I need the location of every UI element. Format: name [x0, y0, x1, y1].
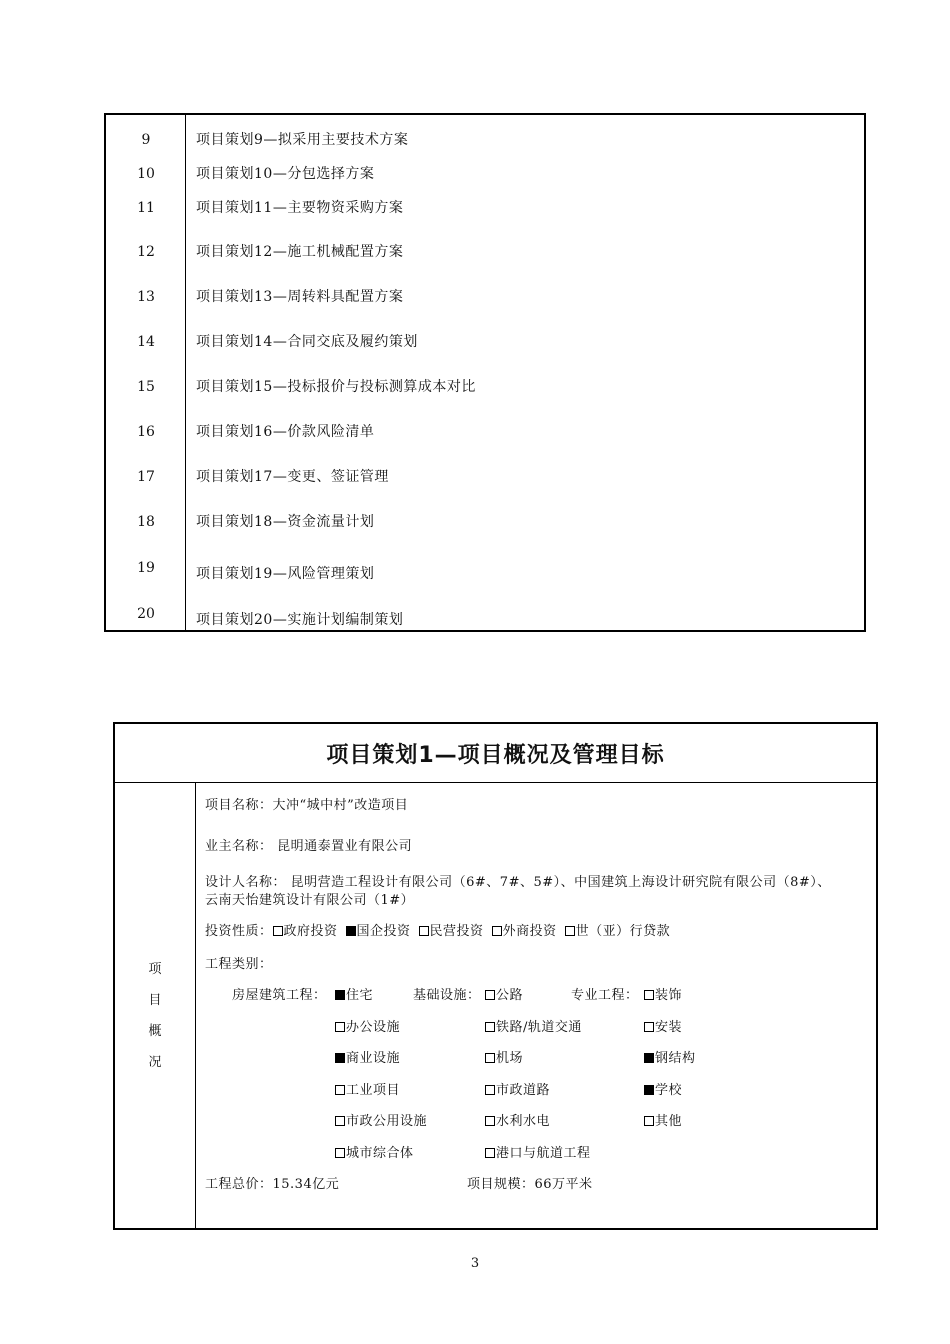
- checkbox-option[interactable]: [644, 986, 682, 1005]
- row-label: 项目策划20—实施计划编制策划: [196, 612, 404, 628]
- checkbox-label: 城市综合体: [346, 1146, 414, 1161]
- project-overview-table: [113, 722, 878, 1230]
- checkbox-checked[interactable]: [644, 1053, 654, 1063]
- row-number: 13: [137, 289, 155, 305]
- checkbox-option[interactable]: [346, 924, 411, 939]
- column-divider: [195, 782, 196, 1228]
- checkbox-label: 市政道路: [496, 1083, 551, 1098]
- section-label: [115, 954, 195, 1078]
- row-label: 项目策划13—周转料具配置方案: [196, 289, 404, 305]
- project-scale: 项目规模：66万平米: [467, 1177, 593, 1192]
- checkbox-label: 机场: [496, 1051, 524, 1066]
- row-label: 项目策划16—价款风险清单: [196, 424, 375, 440]
- designer-name-line1: 设计人名称： 昆明营造工程设计有限公司（6#、7#、5#）、中国建筑上海设计研究院有限公司（8#）、: [205, 875, 831, 890]
- designer-name-line2: 云南天怡建筑设计有限公司（1#）: [205, 893, 415, 908]
- checkbox-option[interactable]: [644, 1112, 682, 1131]
- row-label: 项目策划19—风险管理策划: [196, 566, 375, 582]
- checkbox-option[interactable]: [335, 1049, 400, 1068]
- checkbox-option[interactable]: [335, 1081, 400, 1100]
- checkbox-unchecked[interactable]: [485, 1116, 495, 1126]
- checkbox-checked[interactable]: [335, 1053, 345, 1063]
- row-number: 20: [137, 606, 155, 622]
- checkbox-label: 其他: [655, 1114, 683, 1129]
- project-name: 项目名称：大冲“城中村”改造项目: [205, 798, 409, 813]
- checkbox-option[interactable]: [485, 1018, 582, 1037]
- row-label: 项目策划18—资金流量计划: [196, 514, 375, 530]
- checkbox-option[interactable]: [485, 986, 523, 1005]
- column-divider: [185, 115, 186, 630]
- checkbox-option[interactable]: [492, 924, 557, 939]
- checkbox-option[interactable]: [644, 1018, 682, 1037]
- checkbox-unchecked[interactable]: [335, 1085, 345, 1095]
- owner-name: 业主名称： 昆明通泰置业有限公司: [205, 839, 413, 854]
- checkbox-unchecked[interactable]: [273, 926, 283, 936]
- checkbox-unchecked[interactable]: [335, 1022, 345, 1032]
- checkbox-option[interactable]: [565, 924, 671, 939]
- checkbox-label: 学校: [655, 1083, 683, 1098]
- row-number: 17: [137, 469, 155, 485]
- row-label: 项目策划10—分包选择方案: [196, 166, 375, 182]
- checkbox-label: 工业项目: [346, 1083, 401, 1098]
- row-number: 19: [137, 560, 155, 576]
- checkbox-option[interactable]: [335, 1112, 427, 1131]
- investment-options: [273, 924, 671, 939]
- checkbox-checked[interactable]: [335, 990, 345, 1000]
- checkbox-option[interactable]: [644, 1081, 682, 1100]
- row-number: 10: [137, 166, 155, 182]
- checkbox-option[interactable]: [485, 1081, 550, 1100]
- checkbox-unchecked[interactable]: [485, 1022, 495, 1032]
- checkbox-label: 水利水电: [496, 1114, 551, 1129]
- checkbox-label: 国企投资: [356, 924, 411, 939]
- checkbox-label: 公路: [496, 988, 524, 1003]
- section-label-char: 概: [148, 1024, 162, 1039]
- checkbox-option[interactable]: [485, 1112, 550, 1131]
- row-number: 14: [137, 334, 155, 350]
- checkbox-option[interactable]: [335, 1018, 400, 1037]
- checkbox-label: 民营投资: [429, 924, 484, 939]
- checkbox-option[interactable]: [419, 924, 484, 939]
- infra-group-label: 基础设施：: [413, 988, 481, 1003]
- checkbox-checked[interactable]: [644, 1085, 654, 1095]
- checkbox-label: 安装: [655, 1020, 683, 1035]
- row-label: 项目策划11—主要物资采购方案: [196, 200, 404, 216]
- checkbox-unchecked[interactable]: [335, 1148, 345, 1158]
- row-number: 15: [137, 379, 155, 395]
- checkbox-checked[interactable]: [346, 926, 356, 936]
- checkbox-unchecked[interactable]: [565, 926, 575, 936]
- checkbox-unchecked[interactable]: [644, 990, 654, 1000]
- checkbox-option[interactable]: [335, 986, 373, 1005]
- checkbox-label: 钢结构: [655, 1051, 696, 1066]
- category-label: 工程类别：: [205, 957, 273, 972]
- table-title: 项目策划1—项目概况及管理目标: [326, 743, 665, 768]
- row-label: 项目策划12—施工机械配置方案: [196, 244, 404, 260]
- row-label: 项目策划9—拟采用主要技术方案: [196, 132, 409, 148]
- section-label-char: 目: [148, 993, 162, 1008]
- checkbox-label: 政府投资: [283, 924, 338, 939]
- row-label: 项目策划14—合同交底及履约策划: [196, 334, 418, 350]
- housing-group-label: 房屋建筑工程：: [232, 988, 327, 1003]
- checkbox-label: 商业设施: [346, 1051, 401, 1066]
- checkbox-option[interactable]: [644, 1049, 696, 1068]
- page-number: 3: [470, 1256, 480, 1271]
- checkbox-option[interactable]: [485, 1049, 523, 1068]
- table-header: [115, 724, 876, 783]
- row-number: 12: [137, 244, 155, 260]
- checkbox-label: 市政公用设施: [346, 1114, 428, 1129]
- checkbox-unchecked[interactable]: [492, 926, 502, 936]
- row-number: 11: [137, 200, 155, 216]
- special-group-label: 专业工程：: [571, 988, 639, 1003]
- investment-label: 投资性质：: [205, 924, 273, 939]
- checkbox-label: 世（亚）行贷款: [575, 924, 671, 939]
- checkbox-label: 港口与航道工程: [496, 1146, 591, 1161]
- checkbox-unchecked[interactable]: [335, 1116, 345, 1126]
- row-label: 项目策划17—变更、签证管理: [196, 469, 389, 485]
- checkbox-option[interactable]: [335, 1144, 414, 1163]
- checkbox-option[interactable]: [273, 924, 338, 939]
- checkbox-unchecked[interactable]: [419, 926, 429, 936]
- row-label: 项目策划15—投标报价与投标测算成本对比: [196, 379, 476, 395]
- total-price: 工程总价：15.34亿元: [205, 1177, 340, 1192]
- section-label-char: 项: [148, 962, 162, 977]
- checkbox-unchecked[interactable]: [644, 1116, 654, 1126]
- checkbox-option[interactable]: [485, 1144, 591, 1163]
- checkbox-label: 铁路/轨道交通: [496, 1020, 582, 1035]
- checkbox-unchecked[interactable]: [644, 1022, 654, 1032]
- checkbox-unchecked[interactable]: [485, 1148, 495, 1158]
- checkbox-label: 办公设施: [346, 1020, 401, 1035]
- checkbox-label: 外商投资: [502, 924, 557, 939]
- row-number: 16: [137, 424, 155, 440]
- plan-index-table: [104, 113, 866, 632]
- checkbox-unchecked[interactable]: [485, 1053, 495, 1063]
- checkbox-unchecked[interactable]: [485, 990, 495, 1000]
- checkbox-unchecked[interactable]: [485, 1085, 495, 1095]
- checkbox-label: 装饰: [655, 988, 683, 1003]
- row-number: 18: [137, 514, 155, 530]
- section-label-char: 况: [148, 1055, 162, 1070]
- row-number: 9: [141, 132, 151, 148]
- investment-row: [205, 922, 670, 941]
- checkbox-label: 住宅: [346, 988, 374, 1003]
